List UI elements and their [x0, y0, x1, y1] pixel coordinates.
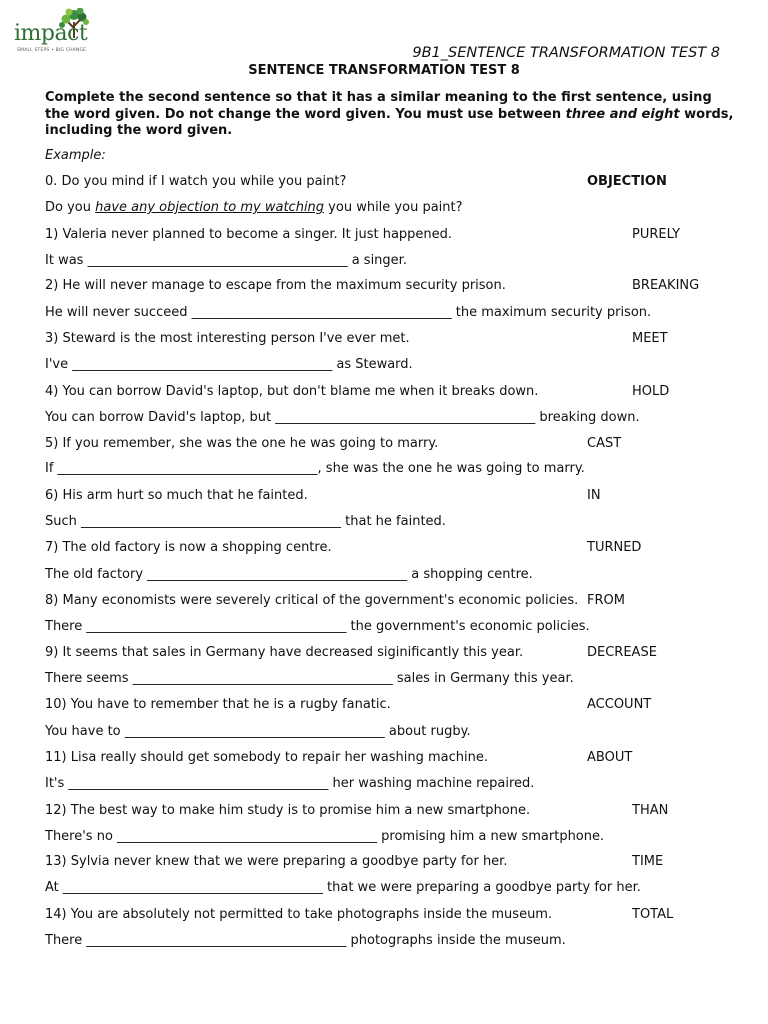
question-5-keyword: CAST	[587, 436, 622, 451]
question-12-keyword: THAN	[632, 803, 669, 818]
question-12-prompt: 12) The best way to make him study is to promise him a new smartphone.	[45, 803, 531, 818]
example-answer-end: you while you paint?	[324, 200, 463, 215]
logo-tagline: SMALL STEPS • BIG CHANGE	[17, 48, 87, 53]
question-11-keyword: ABOUT	[587, 750, 633, 765]
question-3-keyword: MEET	[632, 331, 668, 346]
question-4-prompt: 4) You can borrow David's laptop, but don't blame me when it breaks down.	[45, 384, 539, 399]
question-10-answer: You have to ________________________________________ about rugby.	[45, 724, 471, 739]
question-10-prompt: 10) You have to remember that he is a rugby fanatic.	[45, 697, 391, 712]
instructions-part2: words, including the word given.	[45, 106, 734, 138]
question-13-keyword: TIME	[632, 854, 664, 869]
question-2-keyword: BREAKING	[632, 278, 700, 293]
question-7-prompt: 7) The old factory is now a shopping centre.	[45, 540, 332, 555]
question-6-answer: Such ________________________________________ that he fainted.	[45, 514, 446, 529]
question-11-answer: It's ________________________________________ her washing machine repaired.	[45, 776, 535, 791]
header-code: 9B1_SENTENCE TRANSFORMATION TEST 8	[412, 45, 720, 61]
question-13-prompt: 13) Sylvia never knew that we were preparing a goodbye party for her.	[45, 854, 508, 869]
question-11-prompt: 11) Lisa really should get somebody to repair her washing machine.	[45, 750, 489, 765]
example-prompt: 0. Do you mind if I watch you while you paint?	[45, 174, 347, 189]
example-answer	[45, 200, 463, 216]
question-1-keyword: PURELY	[632, 227, 681, 242]
impact-logo	[14, 8, 94, 58]
question-14-keyword: TOTAL	[632, 907, 674, 922]
instructions	[45, 90, 735, 140]
question-8-answer: There ________________________________________ the government's economic policies.	[45, 619, 590, 634]
question-4-keyword: HOLD	[632, 384, 670, 399]
question-13-answer: At ________________________________________ that we were preparing a goodbye party for her.	[45, 880, 641, 895]
example-label: Example:	[45, 148, 106, 163]
question-12-answer: There's no ________________________________________ promising him a new smartphone.	[45, 829, 605, 844]
logo-wordmark: impact	[14, 21, 88, 46]
question-9-prompt: 9) It seems that sales in Germany have decreased siginificantly this year.	[45, 645, 524, 660]
page-title: SENTENCE TRANSFORMATION TEST 8	[248, 63, 520, 78]
question-9-keyword: DECREASE	[587, 645, 657, 660]
question-5-prompt: 5) If you remember, she was the one he was going to marry.	[45, 436, 439, 451]
question-14-prompt: 14) You are absolutely not permitted to take photographs inside the museum.	[45, 907, 553, 922]
question-14-answer: There ________________________________________ photographs inside the museum.	[45, 933, 566, 948]
question-4-answer: You can borrow David's laptop, but ________________________________________ breaking down.	[45, 410, 640, 425]
question-1-answer: It was ________________________________________ a singer.	[45, 253, 407, 268]
question-8-keyword: FROM	[587, 593, 625, 608]
example-answer-start: Do you	[45, 200, 96, 215]
question-9-answer: There seems ________________________________________ sales in Germany this year.	[45, 671, 574, 686]
example-keyword: OBJECTION	[587, 174, 667, 189]
question-10-keyword: ACCOUNT	[587, 697, 652, 712]
question-6-keyword: IN	[587, 488, 601, 503]
instructions-emphasis: three and eight	[565, 106, 680, 122]
question-5-answer: If ________________________________________, she was the one he was going to marry.	[45, 461, 585, 476]
question-8-prompt: 8) Many economists were severely critical of the government's economic policies.	[45, 593, 579, 608]
example-answer-underlined: have any objection to my watching	[95, 200, 325, 215]
question-7-answer: The old factory ________________________________________ a shopping centre.	[45, 567, 533, 582]
question-2-prompt: 2) He will never manage to escape from the maximum security prison.	[45, 278, 506, 293]
question-2-answer: He will never succeed ________________________________________ the maximum security prison.	[45, 305, 652, 320]
question-1-prompt: 1) Valeria never planned to become a singer. It just happened.	[45, 227, 453, 242]
question-7-keyword: TURNED	[587, 540, 642, 555]
instructions-part1: Complete the second sentence so that it has a similar meaning to the first sentence, using the word given. Do not change the word given. You must use between	[45, 90, 712, 122]
question-6-prompt: 6) His arm hurt so much that he fainted.	[45, 488, 308, 503]
question-3-prompt: 3) Steward is the most interesting person I've ever met.	[45, 331, 410, 346]
question-3-answer: I've ________________________________________ as Steward.	[45, 357, 413, 372]
